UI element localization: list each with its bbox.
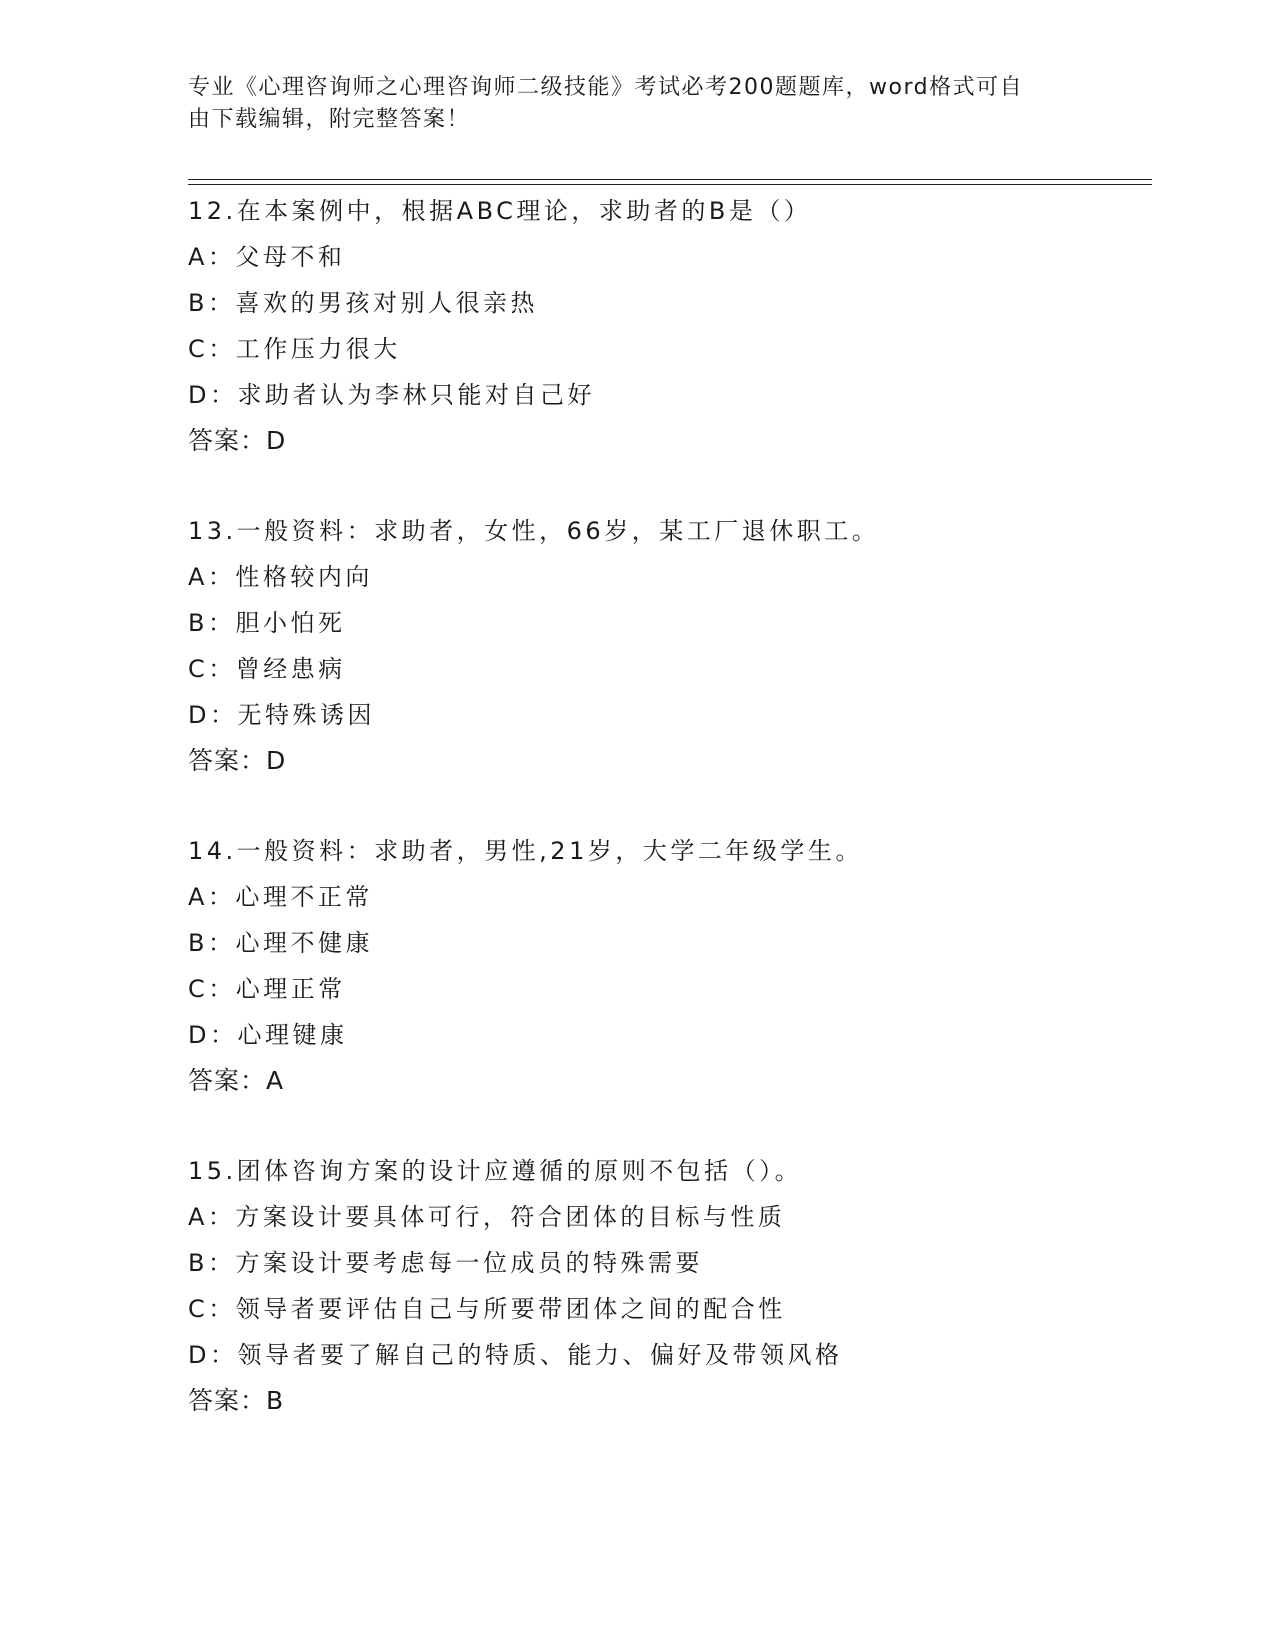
option-a: A：父母不和 [188,243,346,271]
option-c: C：心理正常 [188,975,346,1003]
question-stem: 15.团体咨询方案的设计应遵循的原则不包括（）。 [188,1157,803,1185]
option-b: B：心理不健康 [188,929,373,957]
option-b: B：方案设计要考虑每一位成员的特殊需要 [188,1249,703,1277]
document-header [188,72,1088,136]
option-d: D：无特殊诱因 [188,701,375,729]
option-c: C：领导者要评估自己与所要带团体之间的配合性 [188,1295,786,1323]
header-line-2: 由下载编辑，附完整答案！ [188,107,471,132]
option-d: D：求助者认为李林只能对自己好 [188,381,595,409]
header-line-1: 专业《心理咨询师之心理咨询师二级技能》考试必考200题题库，word格式可自 [188,75,1024,100]
answer: 答案：A [188,1066,285,1095]
option-b: B：喜欢的男孩对别人很亲热 [188,289,538,317]
header-divider-bottom [188,184,1152,185]
option-a: A：性格较内向 [188,563,373,591]
option-a: A：方案设计要具体可行，符合团体的目标与性质 [188,1203,786,1231]
question-14 [188,828,1148,1104]
question-stem: 12.在本案例中，根据ABC理论，求助者的B是（） [188,197,812,225]
header-divider-top [188,179,1152,180]
question-stem: 14.一般资料：求助者，男性,21岁，大学二年级学生。 [188,837,863,865]
option-a: A：心理不正常 [188,883,373,911]
question-13 [188,508,1148,784]
answer: 答案：D [188,746,287,775]
answer: 答案：B [188,1386,285,1415]
question-stem: 13.一般资料：求助者，女性，66岁，某工厂退休职工。 [188,517,880,545]
option-c: C：工作压力很大 [188,335,401,363]
option-c: C：曾经患病 [188,655,346,683]
answer: 答案：D [188,426,287,455]
option-d: D：心理键康 [188,1021,348,1049]
question-12 [188,188,1148,464]
option-b: B：胆小怕死 [188,609,346,637]
question-15 [188,1148,1148,1424]
option-d: D：领导者要了解自己的特质、能力、偏好及带领风格 [188,1341,843,1369]
